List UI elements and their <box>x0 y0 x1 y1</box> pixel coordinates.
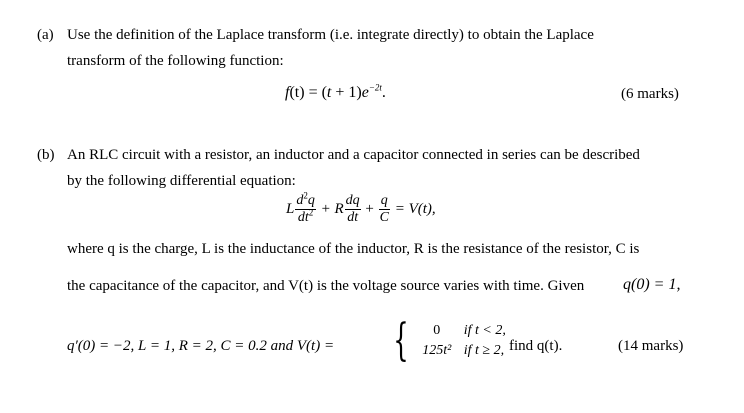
part-a-line-2: transform of the following function: <box>67 53 284 69</box>
part-a-function <box>285 84 386 102</box>
eq-plus: + <box>361 200 378 217</box>
func-plus: + 1) <box>331 84 362 101</box>
func-eq: = ( <box>304 84 327 101</box>
initial-q0: q(0) = 1, <box>623 276 681 293</box>
frac-q-C: $\frac{q}{C}$ <box>379 193 389 225</box>
differential-equation <box>286 190 436 225</box>
piecewise-cases <box>416 321 506 361</box>
piecewise-voltage <box>390 315 506 367</box>
part-b-where-text: where q is the charge, L is the inductance of the inductor, R is the resistance of the resistor, C is <box>67 241 640 257</box>
part-a-line-1: Use the definition of the Laplace transform (i.e. integrate directly) to obtain the Laplace <box>67 27 594 43</box>
part-b-line-2: by the following differential equation: <box>67 173 296 189</box>
left-brace: { <box>393 315 409 366</box>
part-b-line-1: An RLC circuit with a resistor, an inductor and a capacitor connected in series can be described <box>67 147 640 163</box>
part-a-marks: (6 marks) <box>621 86 679 102</box>
given-values: q′(0) = −2, L = 1, R = 2, C = 0.2 and V(t) = <box>67 338 335 354</box>
part-b-label: (b) <box>37 147 55 163</box>
part-b-marks: (14 marks) <box>618 338 684 354</box>
frac-dq-dt: $\frac{dq}{dt}$ <box>345 193 360 225</box>
func-name: f <box>285 84 290 101</box>
func-e: e <box>361 84 369 101</box>
eq-rhs: = V(t), <box>390 200 436 217</box>
frac-d2q-dt2: $\frac{d^2q}{dt^2}$ <box>296 190 315 225</box>
find-q-of-t: find q(t). <box>509 338 563 354</box>
func-arg: (t) <box>289 84 305 101</box>
part-b-capacitance-text: the capacitance of the capacitor, and V(t) is the voltage source varies with time. Given <box>67 278 585 294</box>
func-end: . <box>381 84 386 101</box>
eq-L: L <box>286 200 295 217</box>
func-t: t <box>326 84 332 101</box>
case-2: 125t² if t ≥ 2, <box>422 343 505 358</box>
eq-plus-R: + R <box>316 200 344 217</box>
func-exponent: −2t <box>368 82 382 93</box>
part-a-label: (a) <box>37 27 54 43</box>
case-1: 0 if t < 2, <box>433 323 506 338</box>
